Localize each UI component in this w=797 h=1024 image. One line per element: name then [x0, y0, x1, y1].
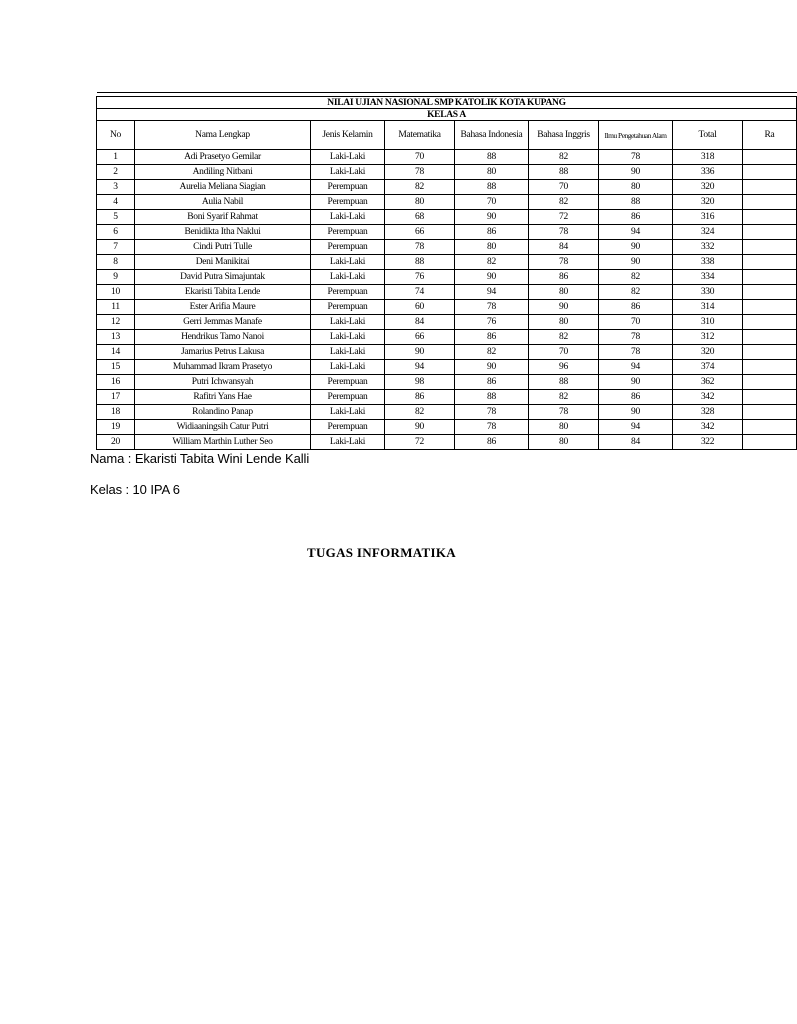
cell-average	[743, 195, 797, 210]
cell-no: 18	[97, 405, 135, 420]
cell-english: 88	[529, 165, 599, 180]
cell-average	[743, 255, 797, 270]
cell-indonesian: 70	[455, 195, 529, 210]
cell-english: 78	[529, 225, 599, 240]
cell-indonesian: 86	[455, 225, 529, 240]
table-row	[97, 360, 797, 375]
cell-gender: Perempuan	[311, 375, 385, 390]
cell-name: Benidikta Itha Naklui	[135, 225, 311, 240]
cell-name: Ester Arifia Maure	[135, 300, 311, 315]
cell-gender: Laki-Laki	[311, 405, 385, 420]
table-row	[97, 195, 797, 210]
cell-english: 80	[529, 435, 599, 450]
cell-math: 78	[385, 165, 455, 180]
header-total: Total	[673, 121, 743, 150]
cell-math: 90	[385, 420, 455, 435]
cell-science: 94	[599, 360, 673, 375]
cell-name: Hendrikus Tamo Nanoi	[135, 330, 311, 345]
header-indonesian: Bahasa Indonesia	[455, 121, 529, 150]
cell-science: 86	[599, 390, 673, 405]
cell-science: 84	[599, 435, 673, 450]
cell-total: 374	[673, 360, 743, 375]
cell-name: Cindi Putri Tulle	[135, 240, 311, 255]
cell-total: 330	[673, 285, 743, 300]
cell-science: 90	[599, 375, 673, 390]
cell-english: 70	[529, 180, 599, 195]
cell-total: 338	[673, 255, 743, 270]
table-row	[97, 165, 797, 180]
cell-math: 80	[385, 195, 455, 210]
cell-average	[743, 360, 797, 375]
cell-total: 318	[673, 150, 743, 165]
cell-english: 96	[529, 360, 599, 375]
cell-no: 4	[97, 195, 135, 210]
grades-table-container	[96, 92, 796, 450]
table-title-row	[97, 97, 797, 109]
cell-total: 336	[673, 165, 743, 180]
cell-math: 76	[385, 270, 455, 285]
cell-name: Rafitri Yans Hae	[135, 390, 311, 405]
cell-average	[743, 375, 797, 390]
cell-total: 322	[673, 435, 743, 450]
cell-name: Jamarius Petrus Lakusa	[135, 345, 311, 360]
cell-english: 82	[529, 330, 599, 345]
cell-science: 94	[599, 420, 673, 435]
cell-math: 70	[385, 150, 455, 165]
cell-total: 342	[673, 390, 743, 405]
table-header-row	[97, 121, 797, 150]
cell-indonesian: 82	[455, 345, 529, 360]
cell-no: 9	[97, 270, 135, 285]
cell-total: 316	[673, 210, 743, 225]
cell-gender: Laki-Laki	[311, 210, 385, 225]
header-math: Matematika	[385, 121, 455, 150]
cell-total: 314	[673, 300, 743, 315]
cell-indonesian: 88	[455, 150, 529, 165]
table-row	[97, 240, 797, 255]
grades-table	[96, 92, 797, 450]
cell-total: 312	[673, 330, 743, 345]
cell-indonesian: 90	[455, 270, 529, 285]
cell-english: 78	[529, 255, 599, 270]
cell-english: 88	[529, 375, 599, 390]
cell-average	[743, 150, 797, 165]
cell-indonesian: 88	[455, 390, 529, 405]
cell-english: 80	[529, 315, 599, 330]
cell-math: 88	[385, 255, 455, 270]
cell-english: 82	[529, 150, 599, 165]
cell-gender: Laki-Laki	[311, 315, 385, 330]
cell-average	[743, 270, 797, 285]
cell-gender: Perempuan	[311, 390, 385, 405]
table-row	[97, 405, 797, 420]
cell-indonesian: 78	[455, 405, 529, 420]
cell-math: 60	[385, 300, 455, 315]
header-average: Ra	[743, 121, 797, 150]
cell-gender: Perempuan	[311, 225, 385, 240]
cell-math: 84	[385, 315, 455, 330]
cell-science: 82	[599, 270, 673, 285]
header-name: Nama Lengkap	[135, 121, 311, 150]
cell-total: 324	[673, 225, 743, 240]
cell-total: 342	[673, 420, 743, 435]
cell-english: 82	[529, 195, 599, 210]
cell-indonesian: 86	[455, 330, 529, 345]
cell-english: 78	[529, 405, 599, 420]
cell-no: 16	[97, 375, 135, 390]
cell-total: 362	[673, 375, 743, 390]
cell-english: 80	[529, 420, 599, 435]
cell-math: 82	[385, 405, 455, 420]
cell-no: 14	[97, 345, 135, 360]
cell-gender: Laki-Laki	[311, 435, 385, 450]
cell-average	[743, 345, 797, 360]
cell-average	[743, 210, 797, 225]
cell-average	[743, 225, 797, 240]
cell-indonesian: 90	[455, 210, 529, 225]
cell-math: 78	[385, 240, 455, 255]
cell-science: 90	[599, 255, 673, 270]
cell-name: Putri Ichwansyah	[135, 375, 311, 390]
cell-average	[743, 285, 797, 300]
cell-indonesian: 86	[455, 435, 529, 450]
header-no: No	[97, 121, 135, 150]
cell-average	[743, 240, 797, 255]
cell-no: 19	[97, 420, 135, 435]
cell-no: 3	[97, 180, 135, 195]
cell-name: Widiaaningsih Catur Putri	[135, 420, 311, 435]
cell-gender: Laki-Laki	[311, 360, 385, 375]
cell-no: 1	[97, 150, 135, 165]
cell-science: 70	[599, 315, 673, 330]
cell-no: 13	[97, 330, 135, 345]
cell-name: Boni Syarif Rahmat	[135, 210, 311, 225]
cell-total: 328	[673, 405, 743, 420]
cell-indonesian: 78	[455, 300, 529, 315]
table-row	[97, 315, 797, 330]
cell-total: 332	[673, 240, 743, 255]
cell-english: 70	[529, 345, 599, 360]
cell-name: Muhammad Ikram Prasetyo	[135, 360, 311, 375]
cell-gender: Laki-Laki	[311, 345, 385, 360]
table-row	[97, 255, 797, 270]
header-science: Ilmu Pengetahuan Alam	[599, 121, 673, 150]
cell-english: 84	[529, 240, 599, 255]
cell-average	[743, 300, 797, 315]
cell-average	[743, 420, 797, 435]
cell-math: 82	[385, 180, 455, 195]
cell-english: 90	[529, 300, 599, 315]
cell-no: 15	[97, 360, 135, 375]
cell-gender: Perempuan	[311, 195, 385, 210]
header-gender: Jenis Kelamin	[311, 121, 385, 150]
cell-average	[743, 165, 797, 180]
cell-no: 5	[97, 210, 135, 225]
cell-total: 310	[673, 315, 743, 330]
cell-gender: Perempuan	[311, 285, 385, 300]
cell-no: 20	[97, 435, 135, 450]
table-row	[97, 150, 797, 165]
cell-name: Deni Manikitai	[135, 255, 311, 270]
cell-indonesian: 94	[455, 285, 529, 300]
cell-math: 94	[385, 360, 455, 375]
cell-english: 86	[529, 270, 599, 285]
table-row	[97, 420, 797, 435]
cell-math: 68	[385, 210, 455, 225]
cell-name: Gerri Jemmas Manafe	[135, 315, 311, 330]
cell-gender: Laki-Laki	[311, 165, 385, 180]
cell-science: 82	[599, 285, 673, 300]
cell-gender: Perempuan	[311, 180, 385, 195]
cell-science: 90	[599, 165, 673, 180]
table-row	[97, 345, 797, 360]
table-row	[97, 300, 797, 315]
table-row	[97, 225, 797, 240]
table-subtitle-row	[97, 109, 797, 121]
cell-no: 6	[97, 225, 135, 240]
cell-name: Aurelia Meliana Siagian	[135, 180, 311, 195]
cell-science: 88	[599, 195, 673, 210]
cell-average	[743, 330, 797, 345]
cell-no: 2	[97, 165, 135, 180]
cell-name: David Putra Simajuntak	[135, 270, 311, 285]
cell-science: 78	[599, 330, 673, 345]
cell-total: 334	[673, 270, 743, 285]
cell-name: William Marthin Luther Seo	[135, 435, 311, 450]
document-heading: TUGAS INFORMATIKA	[307, 545, 456, 560]
cell-name: Adi Prasetyo Gemilar	[135, 150, 311, 165]
cell-science: 86	[599, 300, 673, 315]
cell-gender: Laki-Laki	[311, 255, 385, 270]
cell-science: 80	[599, 180, 673, 195]
cell-no: 11	[97, 300, 135, 315]
cell-total: 320	[673, 195, 743, 210]
cell-name: Andiling Nitbani	[135, 165, 311, 180]
student-name-line: Nama : Ekaristi Tabita Wini Lende Kalli	[90, 451, 310, 466]
cell-math: 90	[385, 345, 455, 360]
cell-indonesian: 80	[455, 165, 529, 180]
cell-no: 8	[97, 255, 135, 270]
cell-english: 80	[529, 285, 599, 300]
cell-science: 94	[599, 225, 673, 240]
cell-science: 90	[599, 405, 673, 420]
cell-math: 98	[385, 375, 455, 390]
cell-gender: Perempuan	[311, 240, 385, 255]
table-row	[97, 375, 797, 390]
cell-gender: Perempuan	[311, 300, 385, 315]
header-english: Bahasa Inggris	[529, 121, 599, 150]
cell-average	[743, 390, 797, 405]
cell-average	[743, 315, 797, 330]
table-row	[97, 180, 797, 195]
cell-math: 86	[385, 390, 455, 405]
cell-no: 10	[97, 285, 135, 300]
cell-gender: Perempuan	[311, 420, 385, 435]
cell-name: Aulia Nabil	[135, 195, 311, 210]
cell-math: 66	[385, 330, 455, 345]
cell-english: 72	[529, 210, 599, 225]
table-row	[97, 270, 797, 285]
cell-name: Rolandino Panap	[135, 405, 311, 420]
cell-english: 82	[529, 390, 599, 405]
cell-total: 320	[673, 345, 743, 360]
cell-indonesian: 82	[455, 255, 529, 270]
cell-math: 66	[385, 225, 455, 240]
cell-science: 78	[599, 345, 673, 360]
cell-indonesian: 80	[455, 240, 529, 255]
cell-indonesian: 90	[455, 360, 529, 375]
cell-no: 12	[97, 315, 135, 330]
cell-science: 86	[599, 210, 673, 225]
cell-no: 7	[97, 240, 135, 255]
table-row	[97, 390, 797, 405]
table-title: NILAI UJIAN NASIONAL SMP KATOLIK KOTA KUPANG	[97, 97, 797, 109]
cell-gender: Laki-Laki	[311, 330, 385, 345]
cell-indonesian: 78	[455, 420, 529, 435]
student-class-line: Kelas : 10 IPA 6	[90, 482, 180, 497]
cell-average	[743, 405, 797, 420]
cell-science: 78	[599, 150, 673, 165]
table-row	[97, 435, 797, 450]
cell-average	[743, 180, 797, 195]
cell-indonesian: 86	[455, 375, 529, 390]
cell-average	[743, 435, 797, 450]
cell-math: 74	[385, 285, 455, 300]
table-subtitle: KELAS A	[97, 109, 797, 121]
cell-science: 90	[599, 240, 673, 255]
cell-total: 320	[673, 180, 743, 195]
cell-indonesian: 76	[455, 315, 529, 330]
cell-gender: Laki-Laki	[311, 150, 385, 165]
cell-gender: Laki-Laki	[311, 270, 385, 285]
cell-name: Ekaristi Tabita Lende	[135, 285, 311, 300]
table-row	[97, 330, 797, 345]
cell-math: 72	[385, 435, 455, 450]
table-row	[97, 285, 797, 300]
cell-indonesian: 88	[455, 180, 529, 195]
table-row	[97, 210, 797, 225]
cell-no: 17	[97, 390, 135, 405]
